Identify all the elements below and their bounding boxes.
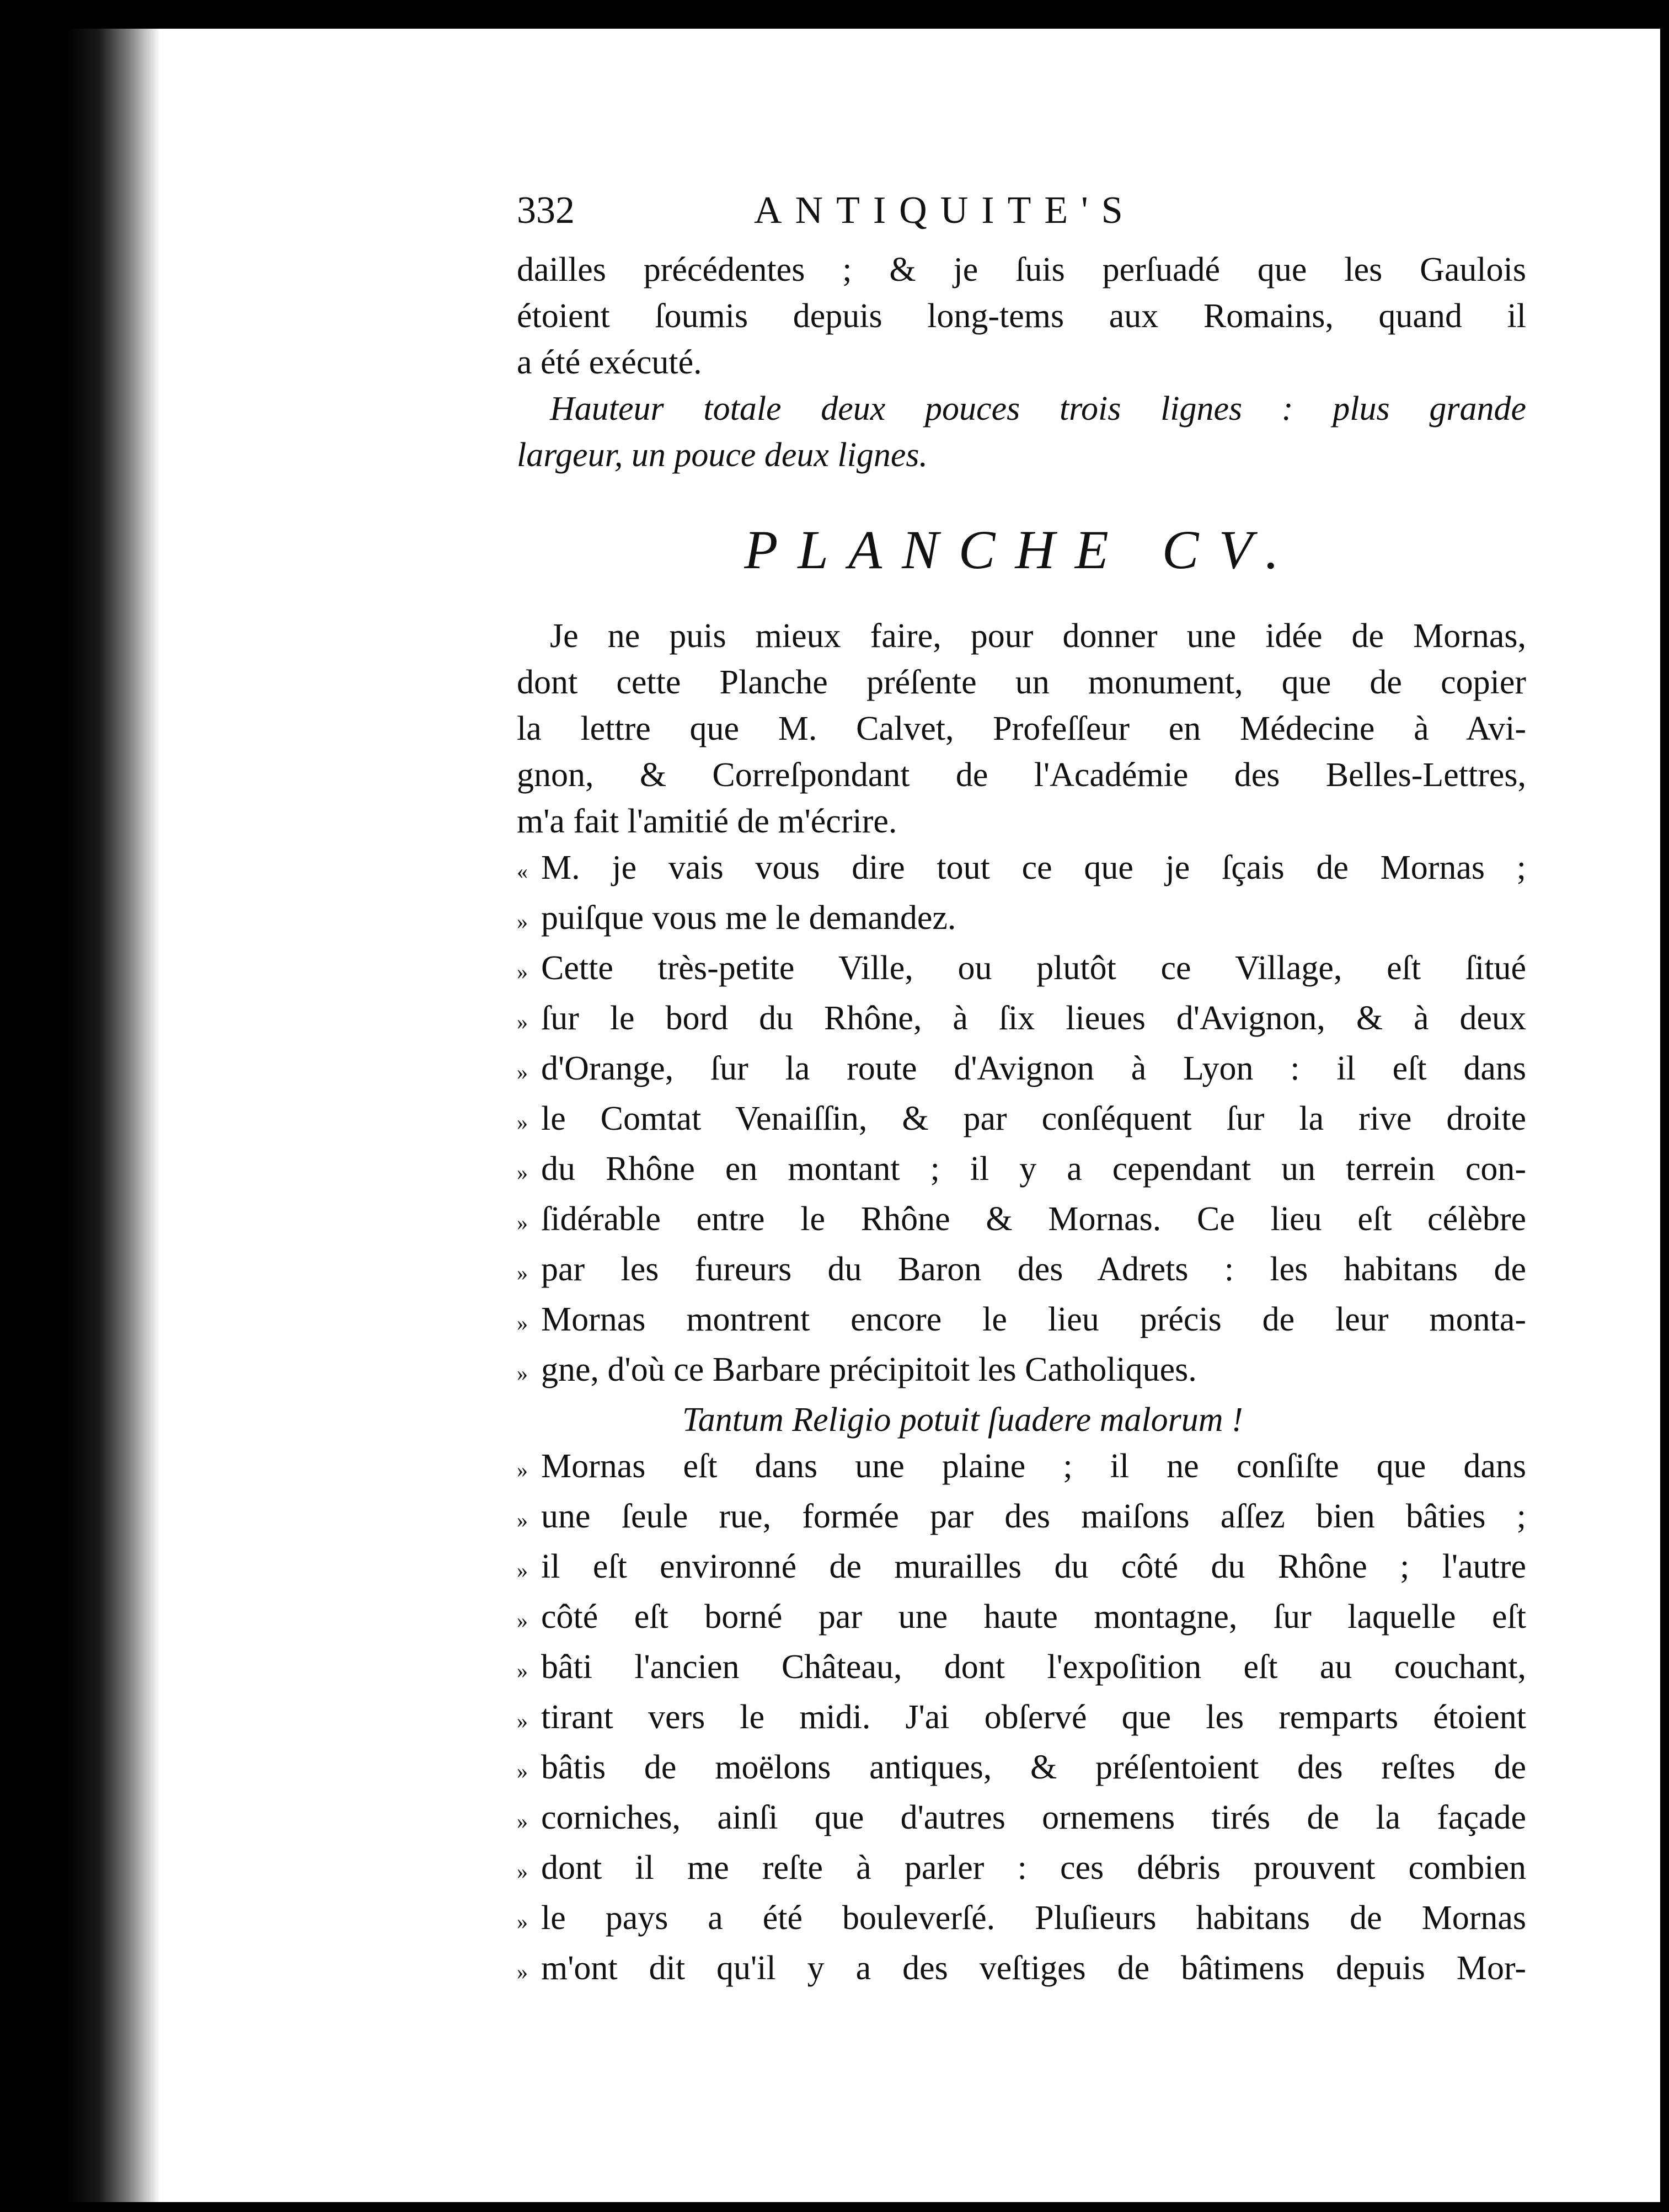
text-line-content: le pays a été bouleverſé. Pluſieurs habitans de Mornas	[541, 1899, 1526, 1937]
quote-mark: »	[517, 1311, 528, 1335]
letter-paragraph-2	[517, 945, 1526, 1397]
dimensions-paragraph	[517, 386, 1526, 478]
text-line-content: le Comtat Venaiſſin, & par conſéquent ſur la rive droite	[541, 1100, 1526, 1137]
text-line-content: gne, d'où ce Barbare précipitoit les Catholiques.	[541, 1351, 1197, 1388]
text-line-content: tirant vers le midi. J'ai obſervé que les remparts étoient	[541, 1698, 1526, 1736]
text-line: étoient ſoumis depuis long-tems aux Romains, quand il	[517, 297, 1526, 335]
quote-mark: »	[517, 1110, 528, 1135]
quote-mark: »	[517, 1708, 528, 1733]
text-line	[517, 1895, 1526, 1945]
text-line	[517, 1443, 1526, 1493]
text-line-content: Cette très-petite Ville, ou plutôt ce Village, eſt ſitué	[541, 949, 1526, 987]
letter-paragraph-1	[517, 845, 1526, 945]
quote-mark: »	[517, 1608, 528, 1633]
running-head: ANTIQUITE'S	[754, 189, 1136, 232]
paragraph-1	[517, 613, 1526, 845]
text-line: largeur, un pouce deux lignes.	[517, 436, 928, 474]
quote-mark: »	[517, 1859, 528, 1884]
text-block	[517, 180, 1526, 1995]
quote-mark: »	[517, 1210, 528, 1235]
text-line: dont cette Planche préſente un monument, que de copier	[517, 664, 1526, 701]
text-line	[517, 1744, 1526, 1794]
quote-mark: »	[517, 959, 528, 984]
text-line-content: côté eſt borné par une haute montagne, ſur laquelle eſt	[541, 1598, 1526, 1636]
quote-mark: »	[517, 1508, 528, 1532]
quote-mark: »	[517, 909, 528, 934]
quote-mark: »	[517, 1759, 528, 1783]
book-page	[66, 29, 1660, 2202]
text-line-content: d'Orange, ſur la route d'Avignon à Lyon : il eſt dans	[541, 1050, 1526, 1087]
text-line-content: puiſque vous me le demandez.	[541, 899, 956, 937]
text-line-content: bâti l'ancien Château, dont l'expoſition eſt au couchant,	[541, 1648, 1526, 1686]
text-line-content: une ſeule rue, formée par des maiſons aſſez bien bâties ;	[541, 1498, 1526, 1535]
text-line-content: M. je vais vous dire tout ce que je ſçais de Mornas ;	[541, 849, 1526, 886]
text-line	[517, 1146, 1526, 1196]
text-line	[517, 1845, 1526, 1895]
text-line-content: Mornas eſt dans une plaine ; il ne conſiſte que dans	[541, 1447, 1526, 1485]
text-line	[517, 1045, 1526, 1096]
text-line	[517, 1493, 1526, 1543]
text-line: a été exécuté.	[517, 344, 702, 381]
text-line-content: corniches, ainſi que d'autres ornemens tirés de la façade	[541, 1799, 1526, 1836]
text-line: dailles précédentes ; & je ſuis perſuadé que les Gaulois	[517, 251, 1526, 288]
plate-title: PLANCHE CV.	[744, 519, 1299, 580]
quote-mark: »	[517, 1361, 528, 1386]
text-line-content: par les fureurs du Baron des Adrets : les habitans de	[541, 1251, 1526, 1288]
text-line	[517, 1296, 1526, 1347]
text-line-content: Mornas montrent encore le lieu précis de leur monta-	[541, 1301, 1526, 1338]
text-line	[517, 1543, 1526, 1594]
text-line	[517, 945, 1526, 995]
quote-mark: »	[517, 1260, 528, 1285]
text-line: m'a fait l'amitié de m'écrire.	[517, 803, 897, 840]
quote-mark: »	[517, 1809, 528, 1834]
quote-mark: »	[517, 1160, 528, 1185]
text-line	[517, 995, 1526, 1045]
page-gutter-shadow	[66, 29, 160, 2202]
intro-paragraph	[517, 247, 1526, 386]
quote-mark: »	[517, 1959, 528, 1984]
text-line-content: m'ont dit qu'il y a des veſtiges de bâtimens depuis Mor-	[541, 1949, 1526, 1987]
text-line	[517, 845, 1526, 895]
quote-mark: »	[517, 1558, 528, 1583]
quote-mark: »	[517, 1060, 528, 1084]
quote-open-mark: «	[517, 859, 528, 884]
text-line: Hauteur totale deux pouces trois lignes : plus grande	[550, 390, 1526, 428]
text-line-content: il eſt environné de murailles du côté du Rhône ; l'autre	[541, 1548, 1526, 1585]
text-line: la lettre que M. Calvet, Profeſſeur en Médecine à Avi-	[517, 710, 1526, 747]
latin-verse: Tantum Religio potuit ſuadere malorum !	[682, 1401, 1243, 1439]
quote-mark: »	[517, 1457, 528, 1482]
text-line	[517, 1794, 1526, 1845]
text-line-content: bâtis de moëlons antiques, & préſentoient des reſtes de	[541, 1749, 1526, 1786]
text-line	[517, 895, 1526, 945]
quote-mark: »	[517, 1909, 528, 1934]
text-line	[517, 1644, 1526, 1694]
letter-paragraph-3	[517, 1443, 1526, 1995]
text-line	[517, 1246, 1526, 1296]
quote-mark: »	[517, 1009, 528, 1034]
page-number: 332	[517, 189, 575, 232]
text-line-content: du Rhône en montant ; il y a cependant un terrein con-	[541, 1150, 1526, 1188]
text-line	[517, 1694, 1526, 1744]
text-line	[517, 1096, 1526, 1146]
text-line-content: dont il me reſte à parler : ces débris prouvent combien	[541, 1849, 1526, 1887]
page-header	[517, 180, 1526, 247]
text-line: gnon, & Correſpondant de l'Académie des Belles-Lettres,	[517, 756, 1526, 794]
text-line	[517, 1347, 1526, 1397]
quote-mark: »	[517, 1658, 528, 1683]
text-line	[517, 1945, 1526, 1995]
text-line-content: ſidérable entre le Rhône & Mornas. Ce lieu eſt célèbre	[541, 1200, 1526, 1238]
text-line: Je ne puis mieux faire, pour donner une idée de Mornas,	[550, 617, 1526, 655]
text-line-content: ſur le bord du Rhône, à ſix lieues d'Avignon, & à deux	[541, 1000, 1526, 1037]
text-line	[517, 1196, 1526, 1246]
text-line	[517, 1594, 1526, 1644]
